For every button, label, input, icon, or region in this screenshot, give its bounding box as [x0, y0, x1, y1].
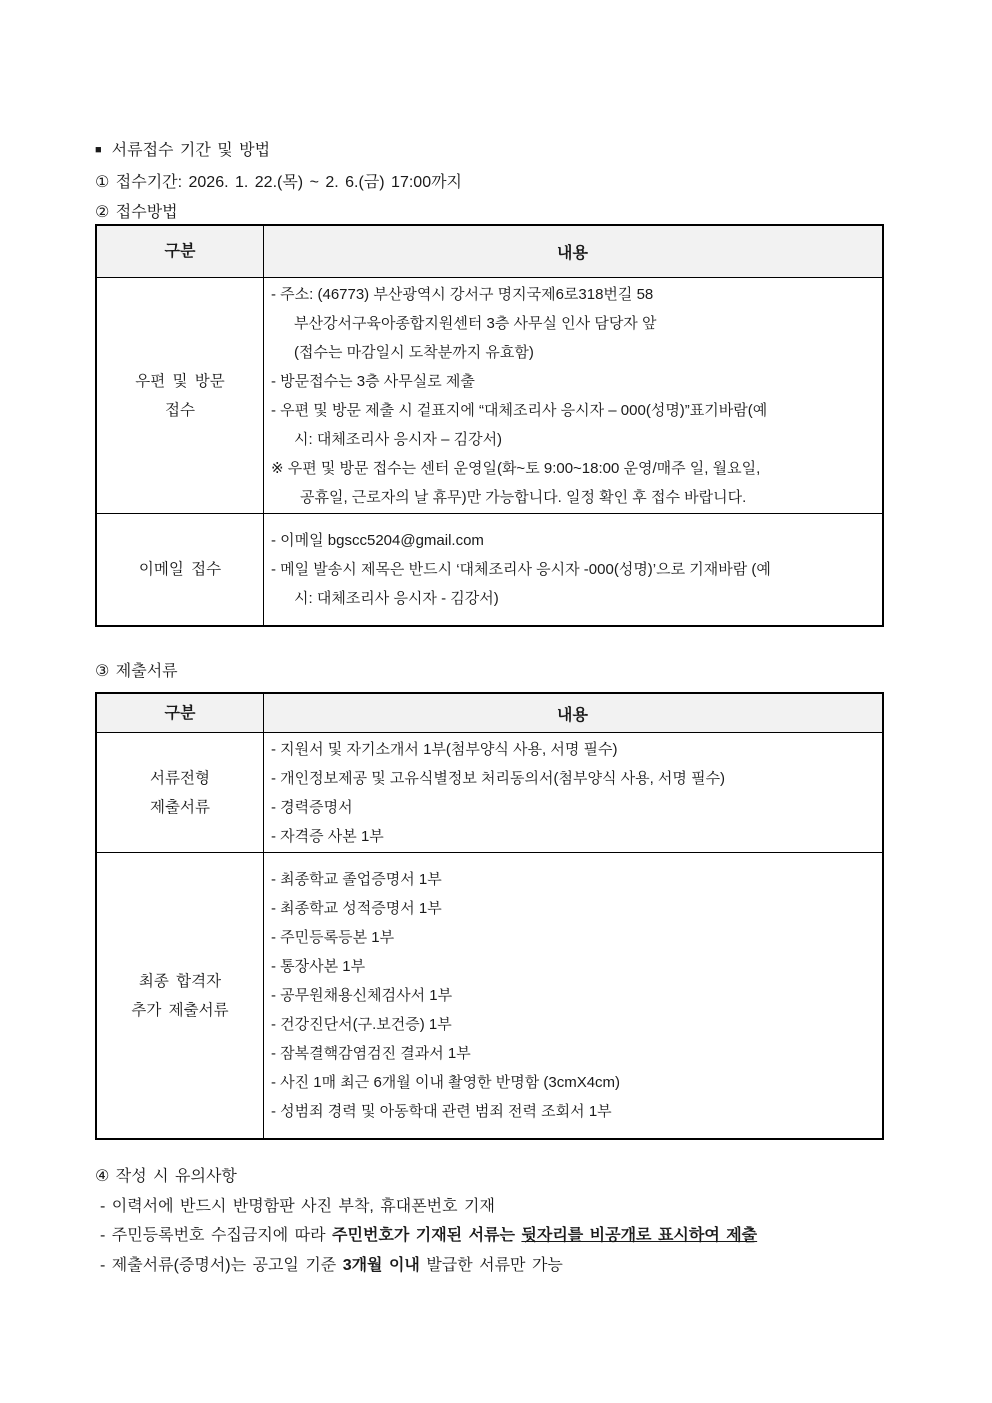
- content-line: - 공무원채용신체검사서 1부: [271, 987, 453, 1004]
- notes-title: ④ 작성 시 유의사항: [95, 1168, 237, 1185]
- row-category: [97, 853, 263, 1138]
- row-content: [263, 733, 882, 852]
- content-line: - 최종학교 졸업증명서 1부: [271, 871, 442, 888]
- category-line: 접수: [165, 401, 195, 419]
- content-line: - 주소: (46773) 부산광역시 강서구 명지국제6로318번길 58: [271, 285, 654, 303]
- category-line: 추가 제출서류: [131, 1001, 229, 1019]
- content-line: ※ 우편 및 방문 접수는 센터 운영일(화~토 9:00~18:00 운영/매주 일, 월요일,: [271, 459, 761, 477]
- table-row-final-docs: [97, 852, 882, 1138]
- note-text: - 이력서에 반드시 반명함판 사진 부착, 휴대폰번호 기재: [100, 1197, 495, 1215]
- content-line: 부산강서구육아종합지원센터 3층 사무실 인사 담당자 앞: [294, 314, 657, 332]
- header-cell-content: 내용: [263, 226, 882, 277]
- category-line: 최종 합격자: [138, 972, 222, 990]
- note-text: 발급한 서류만 가능: [419, 1256, 563, 1274]
- content-line: 시: 대체조리사 응시자 - 김강서): [294, 590, 499, 607]
- content-line: - 우편 및 방문 제출 시 겉표지에 “대체조리사 응시자 – 000(성명)”표기바람(예: [271, 401, 768, 419]
- content-line: 공휴일, 근로자의 날 휴무)만 가능합니다. 일정 확인 후 접수 바랍니다.: [300, 488, 747, 506]
- row-content: [263, 278, 882, 513]
- documents-table: [95, 692, 884, 1140]
- content-line: - 성범죄 경력 및 아동학대 관련 범죄 전력 조회서 1부: [271, 1103, 612, 1120]
- content-line: - 자격증 사본 1부: [271, 827, 384, 845]
- category-line: 서류전형: [150, 769, 210, 787]
- table-row-postal-visit: [97, 277, 882, 513]
- receipt-period-line: ① 접수기간: 2026. 1. 22.(목) ~ 2. 6.(금) 17:00까지: [95, 173, 463, 191]
- category-line: 제출서류: [150, 798, 210, 816]
- content-line: - 방문접수는 3층 사무실로 제출: [271, 372, 475, 390]
- content-line: 시: 대체조리사 응시자 – 김강서): [294, 430, 503, 448]
- content-line: (접수는 마감일시 도착분까지 유효함): [294, 343, 534, 361]
- note-item: [95, 1192, 757, 1222]
- category-line: 우편 및 방문: [135, 372, 225, 390]
- note-text: - 주민등록번호 수집금지에 따라: [100, 1227, 333, 1244]
- row-category: [97, 733, 263, 852]
- content-line: - 사진 1매 최근 6개월 이내 촬영한 반명함 (3cmX4cm): [271, 1074, 621, 1091]
- method-table-header-row: [97, 226, 882, 277]
- section-notes: [95, 1162, 757, 1280]
- content-line: - 최종학교 성적증명서 1부: [271, 900, 442, 917]
- content-line: - 메일 발송시 제목은 반드시 ‘대체조리사 응시자 -000(성명)’으로 기재바람 (예: [271, 561, 771, 578]
- header-cell-content: 내용: [263, 694, 882, 732]
- row-category: [97, 278, 263, 513]
- content-line: - 이메일 bgscc5204@gmail.com: [271, 532, 484, 549]
- content-line: - 지원서 및 자기소개서 1부(첨부양식 사용, 서명 필수): [271, 740, 618, 758]
- square-bullet-icon: ■: [95, 144, 102, 156]
- note-item: [95, 1251, 757, 1281]
- content-line: - 개인정보제공 및 고유식별정보 처리동의서(첨부양식 사용, 서명 필수): [271, 769, 726, 787]
- row-content: [263, 514, 882, 625]
- method-table: [95, 224, 884, 627]
- table-row-screening-docs: [97, 732, 882, 852]
- header-cell-category: 구분: [164, 243, 196, 260]
- content-line: - 건강진단서(구.보건증) 1부: [271, 1016, 452, 1033]
- content-line: - 경력증명서: [271, 798, 353, 816]
- documents-section-label: ③ 제출서류: [95, 663, 178, 680]
- row-content: [263, 853, 882, 1138]
- category-line: 이메일 접수: [138, 561, 222, 578]
- content-line: - 주민등록등본 1부: [271, 929, 395, 946]
- doc-title: [95, 136, 462, 168]
- content-line: - 잠복결핵감염검진 결과서 1부: [271, 1045, 471, 1062]
- content-line: - 통장사본 1부: [271, 958, 366, 975]
- note-text-bold: 3개월 이내: [342, 1256, 420, 1274]
- note-text-bold-underline: 뒷자리를 비공개로 표시하여 제출: [521, 1227, 758, 1244]
- doc-title-text: 서류접수 기간 및 방법: [111, 142, 271, 159]
- note-text-bold: 주민번호가 기재된 서류는: [332, 1227, 522, 1244]
- section-intro: [95, 136, 462, 229]
- note-item: [95, 1221, 757, 1251]
- table-row-email: [97, 513, 882, 625]
- documents-table-header-row: [97, 694, 882, 732]
- note-text: - 제출서류(증명서)는 공고일 기준: [100, 1256, 343, 1274]
- receipt-method-label: ② 접수방법: [95, 204, 178, 221]
- header-cell-category: 구분: [164, 704, 196, 722]
- row-category: [97, 514, 263, 625]
